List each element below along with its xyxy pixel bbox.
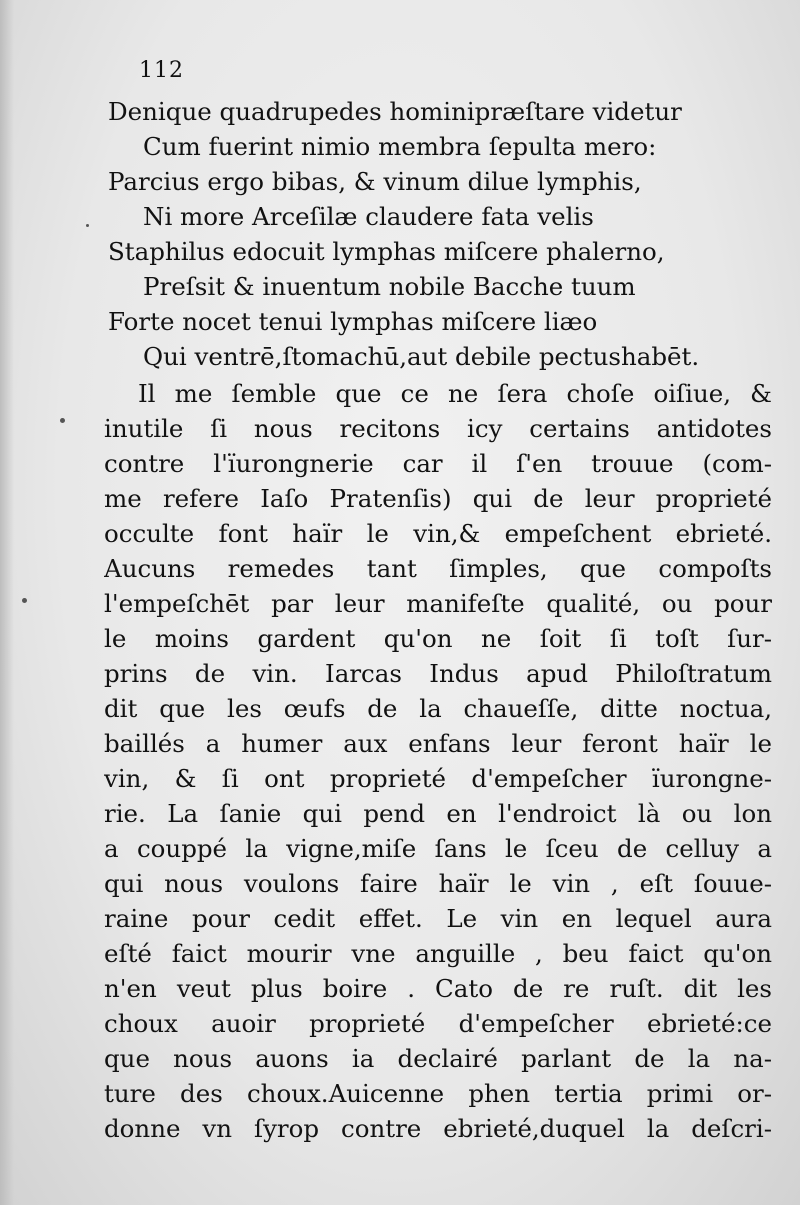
- verse-line: Denique quadrupedes hominipræſtare videtur: [108, 97, 682, 126]
- prose-line: rie. La ſanie qui pend en l'endroict là ou lon: [104, 799, 772, 828]
- prose-line: me refere Iaſo Pratenſis) qui de leur proprieté: [104, 484, 772, 513]
- prose-line: choux auoir proprieté d'empeſcher ebrieté:ce: [104, 1009, 772, 1038]
- prose-line: le moins gardent qu'on ne ſoit ſi toſt ſur-: [104, 624, 772, 653]
- verse-line: Parcius ergo bibas, & vinum dilue lymphis,: [108, 167, 642, 196]
- ink-speck: [22, 598, 27, 603]
- prose-line: baillés a humer aux enfans leur feront haïr le: [104, 729, 772, 758]
- prose-line: inutile ſi nous recitons icy certains antidotes: [104, 414, 772, 443]
- prose-line: contre l'ïurongnerie car il ſ'en trouue (com-: [104, 449, 772, 478]
- prose-line: raine pour cedit effet. Le vin en lequel aura: [104, 904, 772, 933]
- prose-line: Il me ſemble que ce ne ſera choſe oiſiue, &: [138, 379, 772, 408]
- prose-line: prins de vin. Iarcas Indus apud Philoſtratum: [104, 659, 772, 688]
- verse-line: Staphilus edocuit lymphas miſcere phalerno,: [108, 237, 665, 266]
- prose-line: a couppé la vigne,miſe ſans le ſceu de celluy a: [104, 834, 772, 863]
- page-number: 112: [139, 58, 184, 83]
- prose-line: vin, & ſi ont proprieté d'empeſcher ïurongne-: [104, 764, 772, 793]
- prose-line: dit que les œufs de la chaueſſe, ditte noctua,: [104, 694, 772, 723]
- verse-line: Preſsit & inuentum nobile Bacche tuum: [143, 272, 636, 301]
- verse-line: Forte nocet tenui lymphas miſcere liæo: [108, 307, 598, 336]
- ink-speck: [86, 224, 89, 227]
- prose-line: ture des choux.Auicenne phen tertia primi or-: [104, 1079, 772, 1108]
- prose-line: Aucuns remedes tant ſimples, que compoſts: [104, 554, 772, 583]
- prose-line: l'empeſchēt par leur manifeſte qualité, ou pour: [104, 589, 772, 618]
- page-gutter-shadow: [0, 0, 14, 1205]
- prose-line: donne vn ſyrop contre ebrieté,duquel la deſcri-: [104, 1114, 772, 1143]
- prose-line: n'en veut plus boire . Cato de re ruſt. dit les: [104, 974, 772, 1003]
- verse-line: Cum fuerint nimio membra ſepulta mero:: [143, 132, 657, 161]
- prose-line: que nous auons ia declairé parlant de la na-: [104, 1044, 772, 1073]
- ink-speck: [60, 418, 65, 423]
- prose-line: eſté faict mourir vne anguille , beu faict qu'on: [104, 939, 772, 968]
- verse-line: Ni more Arceſilæ claudere fata velis: [143, 202, 594, 231]
- prose-line: qui nous voulons faire haïr le vin , eſt ſouue-: [104, 869, 772, 898]
- verse-line: Qui ventrē,ſtomachū,aut debile pectushabēt.: [143, 342, 700, 371]
- prose-line: occulte font haïr le vin,& empeſchent ebrieté.: [104, 519, 772, 548]
